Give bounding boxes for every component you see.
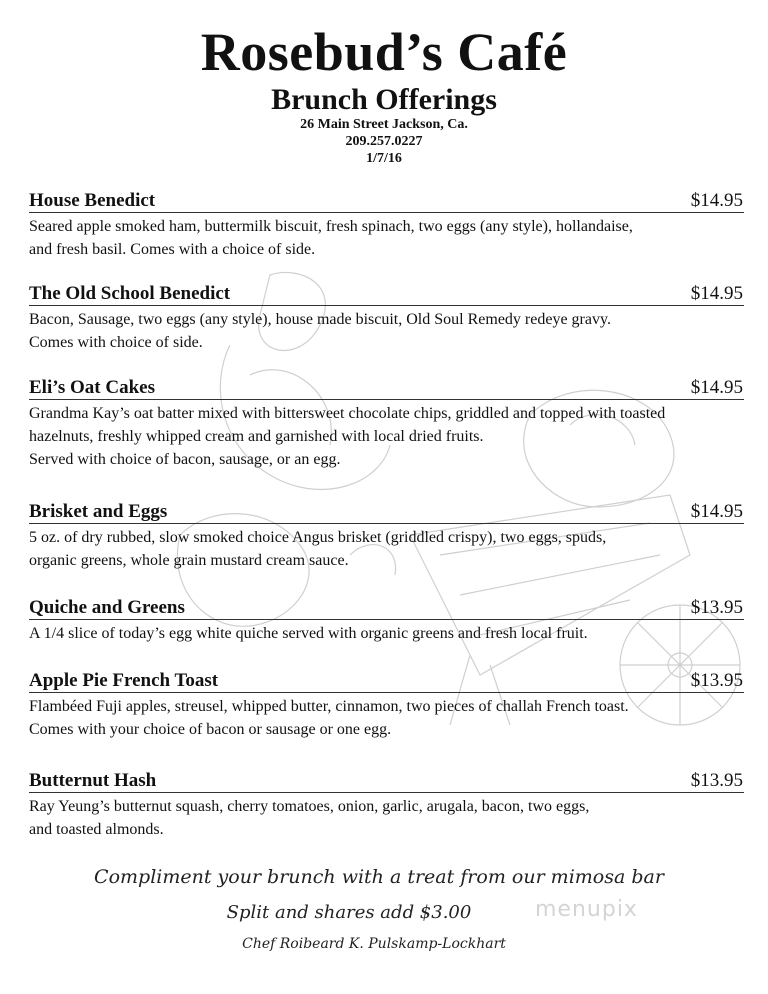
description-line: and toasted almonds. (29, 821, 164, 838)
menu-item-header (29, 595, 744, 620)
description-line: and fresh basil. Comes with a choice of side. (29, 241, 316, 258)
menu-item-price: $13.95 (690, 597, 743, 618)
menu-item-price: $14.95 (690, 501, 743, 522)
menu-item-header (29, 668, 744, 693)
menu-item-price: $13.95 (690, 670, 743, 691)
description-line: Grandma Kay’s oat batter mixed with bittersweet chocolate chips, griddled and topped with toasted (29, 405, 666, 422)
mimosa-bar-promo: Compliment your brunch with a treat from our mimosa bar (94, 866, 664, 888)
menu-item-header (29, 281, 744, 306)
menu-header (0, 22, 768, 167)
menu-item (29, 499, 744, 572)
menu-item-name: Butternut Hash (29, 770, 157, 791)
menu-item-price: $14.95 (690, 377, 743, 398)
restaurant-title: Rosebud’s Café (200, 22, 568, 82)
menu-item-header (29, 768, 744, 793)
description-line: Bacon, Sausage, two eggs (any style), house made biscuit, Old Soul Remedy redeye gravy. (29, 311, 611, 328)
menu-item-description (29, 402, 744, 471)
description-line: hazelnuts, freshly whipped cream and garnished with local dried fruits. (29, 428, 484, 445)
menu-item (29, 375, 744, 471)
menu-subtitle: Brunch Offerings (271, 83, 497, 116)
menu-item-header (29, 499, 744, 524)
menu-item-description (29, 695, 744, 741)
description-line: Flambéed Fuji apples, streusel, whipped butter, cinnamon, two pieces of challah French toast. (29, 698, 629, 715)
chef-signature: Chef Roibeard K. Pulskamp-Lockhart (242, 936, 506, 952)
menu-item-name: The Old School Benedict (29, 283, 231, 304)
menu-item-price: $13.95 (690, 770, 743, 791)
description-line: A 1/4 slice of today’s egg white quiche served with organic greens and fresh local fruit. (29, 625, 588, 642)
restaurant-address: 26 Main Street Jackson, Ca. (300, 117, 468, 132)
menu-item-name: Eli’s Oat Cakes (29, 377, 155, 398)
description-line: Seared apple smoked ham, buttermilk biscuit, fresh spinach, two eggs (any style), hollandaise, (29, 218, 633, 235)
description-line: Ray Yeung’s butternut squash, cherry tomatoes, onion, garlic, arugala, bacon, two eggs, (29, 798, 590, 815)
description-line: Comes with your choice of bacon or sausage or one egg. (29, 721, 392, 738)
menu-item-description (29, 622, 744, 645)
menu-item (29, 281, 744, 354)
menu-item-description (29, 215, 744, 261)
menu-item-name: Brisket and Eggs (29, 501, 168, 522)
description-line: organic greens, whole grain mustard cream sauce. (29, 552, 349, 569)
description-line: Comes with choice of side. (29, 334, 203, 351)
menu-item (29, 768, 744, 841)
menu-item-name: Apple Pie French Toast (29, 670, 219, 691)
menu-item-price: $14.95 (690, 190, 743, 211)
menu-date: 1/7/16 (366, 151, 402, 166)
menu-item-name: Quiche and Greens (29, 597, 185, 618)
menu-item (29, 595, 744, 645)
description-line: 5 oz. of dry rubbed, slow smoked choice Angus brisket (griddled crispy), two eggs, spuds, (29, 529, 607, 546)
menu-item-price: $14.95 (690, 283, 743, 304)
menu-item-header (29, 375, 744, 400)
menu-item-header (29, 188, 744, 213)
menu-item-description (29, 526, 744, 572)
description-line: Served with choice of bacon, sausage, or an egg. (29, 451, 341, 468)
menu-item-name: House Benedict (29, 190, 156, 211)
restaurant-phone: 209.257.0227 (345, 134, 423, 149)
split-charge-note: Split and shares add $3.00 (226, 902, 472, 923)
menu-item-description (29, 795, 744, 841)
menupix-watermark: menupix (535, 897, 638, 922)
menu-item-description (29, 308, 744, 354)
menu-item (29, 668, 744, 741)
menu-item (29, 188, 744, 261)
